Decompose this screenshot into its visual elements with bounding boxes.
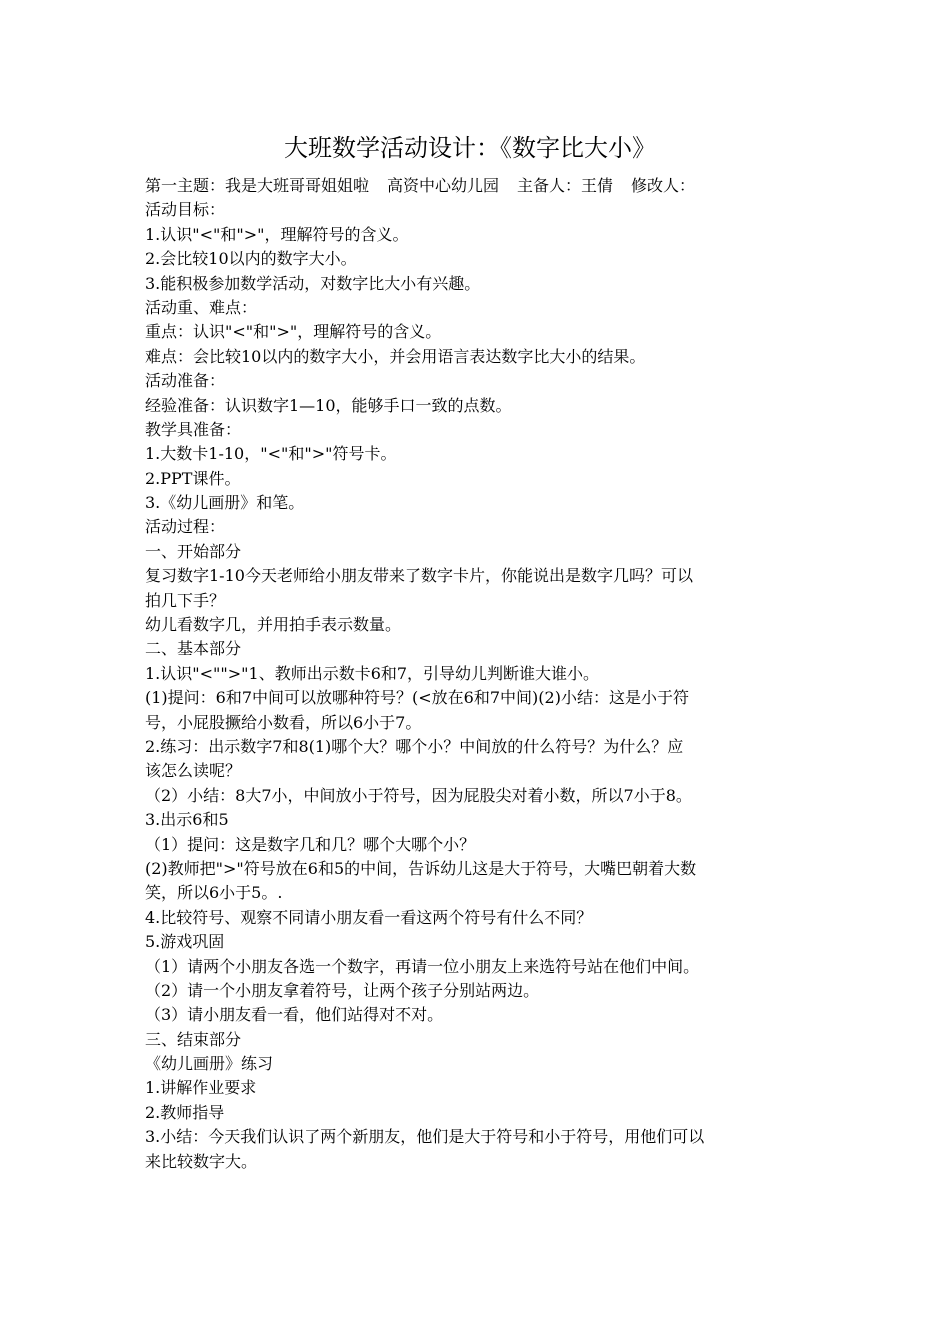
body-line: (2)教师把">"符号放在6和5的中间，告诉幼儿这是大于符号，大嘴巴朝着大数 — [145, 858, 697, 878]
body-line: 来比较数字大。 — [145, 1151, 258, 1171]
body-line: 1.认识"<"">"1、教师出示数卡6和7，引导幼儿判断谁大谁小。 — [145, 663, 600, 683]
body-line: 活动目标： — [145, 200, 226, 220]
body-line: 号，小屁股撅给小数看，所以6小于7。 — [145, 712, 422, 732]
body-line: 1.认识"<"和">"，理解符号的含义。 — [145, 224, 409, 244]
body-line: 复习数字1-10今天老师给小朋友带来了数字卡片，你能说出是数字几吗？可以 — [145, 566, 693, 586]
body-line: 难点：会比较10以内的数字大小，并会用语言表达数字比大小的结果。 — [145, 346, 646, 366]
body-lines — [145, 198, 810, 1174]
body-line: 笑，所以6小于5。. — [145, 883, 283, 903]
body-line: 3.《幼儿画册》和笔。 — [145, 493, 305, 513]
document-title: 大班数学活动设计：《数字比大小》 — [284, 134, 656, 162]
body-line: 三、结束部分 — [145, 1029, 242, 1049]
document-body — [145, 174, 810, 1174]
body-line: 1.讲解作业要求 — [145, 1078, 257, 1098]
body-line: 一、开始部分 — [145, 541, 242, 561]
body-line: （1）请两个小朋友各选一个数字，再请一位小朋友上来选符号站在他们中间。 — [145, 956, 700, 976]
body-line: 2.会比较10以内的数字大小。 — [145, 249, 357, 269]
body-line: 拍几下手？ — [145, 590, 226, 610]
body-line: 活动过程： — [145, 517, 226, 537]
body-line: 3.出示6和5 — [145, 810, 229, 830]
body-line: （2）请一个小朋友拿着符号，让两个孩子分别站两边。 — [145, 980, 540, 1000]
body-line: 4.比较符号、观察不同请小朋友看一看这两个符号有什么不同？ — [145, 907, 593, 927]
body-line: 教学具准备： — [145, 419, 242, 439]
body-line: 3.小结：今天我们认识了两个新朋友，他们是大于符号和小于符号，用他们可以 — [145, 1127, 705, 1147]
body-line: 经验准备：认识数字1—10，能够手口一致的点数。 — [145, 395, 512, 415]
body-line: 3.能积极参加数学活动，对数字比大小有兴趣。 — [145, 273, 481, 293]
body-line: (1)提问：6和7中间可以放哪种符号？(<放在6和7中间)(2)小结：这是小于符 — [145, 688, 689, 708]
body-line: 2.练习：出示数字7和8(1)哪个大？哪个小？中间放的什么符号？为什么？应 — [145, 736, 684, 756]
theme-text: 第一主题：我是大班哥哥姐姐啦 — [145, 176, 370, 195]
body-line: 2.PPT课件。 — [145, 468, 241, 488]
body-line: 活动准备： — [145, 371, 226, 391]
header-line — [145, 174, 810, 198]
body-line: 5.游戏巩固 — [145, 932, 225, 952]
body-line: 1.大数卡1-10，"<"和">"符号卡。 — [145, 444, 397, 464]
body-line: 2.教师指导 — [145, 1102, 225, 1122]
body-line: 该怎么读呢？ — [145, 761, 242, 781]
preparer-text: 主备人：王倩 — [517, 176, 614, 195]
reviser-text: 修改人： — [631, 176, 696, 195]
body-line: 活动重、难点： — [145, 297, 258, 317]
body-line: 幼儿看数字几，并用拍手表示数量。 — [145, 615, 402, 635]
body-line: 二、基本部分 — [145, 639, 242, 659]
body-line: 《幼儿画册》练习 — [145, 1054, 274, 1074]
body-line: （3）请小朋友看一看，他们站得对不对。 — [145, 1005, 444, 1025]
body-line: （1）提问：这是数字几和几？哪个大哪个小？ — [145, 834, 476, 854]
body-line: （2）小结：8大7小，中间放小于符号，因为屁股尖对着小数，所以7小于8。 — [145, 785, 692, 805]
body-line: 重点：认识"<"和">"，理解符号的含义。 — [145, 322, 442, 342]
school-text: 高资中心幼儿园 — [387, 176, 500, 195]
